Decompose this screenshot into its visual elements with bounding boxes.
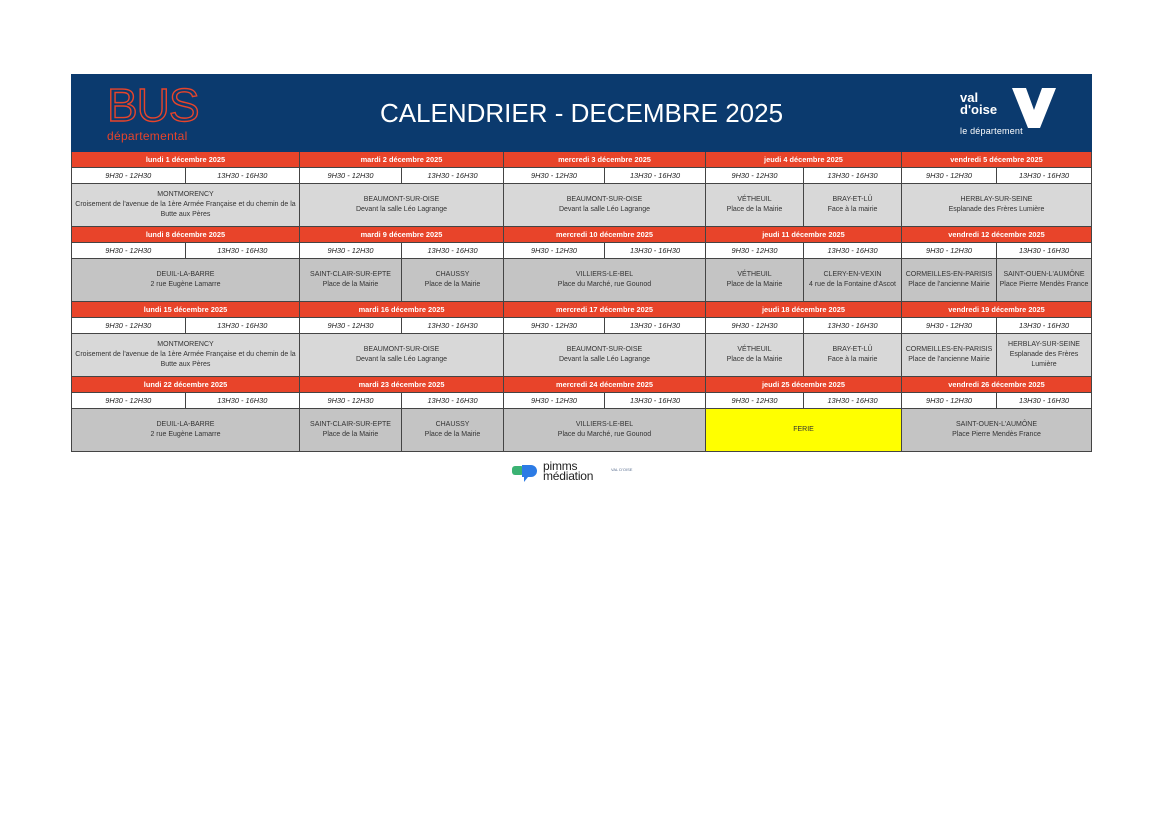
location-address: Place de la Mairie	[424, 431, 481, 438]
location-address: Place de la Mairie	[726, 356, 783, 363]
location-address: 2 rue Eugène Lamarre	[150, 281, 221, 288]
day-header-row	[71, 302, 1092, 318]
time-slot: 9H30 - 12H30	[902, 318, 997, 334]
location-address: 2 rue Eugène Lamarre	[150, 431, 221, 438]
location-cell	[504, 184, 706, 227]
time-slot: 9H30 - 12H30	[300, 168, 402, 184]
location-cell	[804, 184, 902, 227]
location-address: Face à la mairie	[827, 356, 878, 363]
day-header-row	[71, 227, 1092, 243]
location-address: Devant la salle Léo Lagrange	[558, 356, 651, 363]
location-address: Croisement de l'avenue de la 1ère Armée Française et du chemin de la Butte aux Pères	[75, 201, 296, 218]
location-cell	[706, 259, 804, 302]
location-name: BEAUMONT-SUR-OISE	[566, 346, 643, 354]
week-2	[71, 227, 1092, 302]
time-slot: 9H30 - 12H30	[706, 393, 804, 409]
time-slot: 13H30 - 16H30	[605, 318, 706, 334]
time-slot: 13H30 - 16H30	[997, 243, 1092, 259]
day-header: lundi 8 décembre 2025	[71, 227, 300, 243]
time-slot: 13H30 - 16H30	[186, 243, 301, 259]
time-slot-row	[71, 393, 1092, 409]
time-slot: 9H30 - 12H30	[300, 243, 402, 259]
val-doise-logo-subtitle: le département	[960, 126, 1023, 136]
location-cell	[902, 409, 1092, 452]
location-name: VÉTHEUIL	[737, 346, 772, 354]
day-header: mardi 16 décembre 2025	[300, 302, 504, 318]
location-name: CHAUSSY	[435, 271, 470, 279]
val-doise-v-icon	[1012, 88, 1056, 128]
location-cell	[706, 334, 804, 377]
location-name: SAINT-CLAIR-SUR-EPTE	[310, 421, 391, 429]
location-cell	[300, 184, 504, 227]
location-cell	[71, 259, 300, 302]
day-header: lundi 22 décembre 2025	[71, 377, 300, 393]
location-name: CORMEILLES-EN-PARISIS	[905, 346, 993, 354]
location-name: CHAUSSY	[435, 421, 470, 429]
day-header-row	[71, 152, 1092, 168]
location-address: Place de la Mairie	[424, 281, 481, 288]
location-address: 4 rue de la Fontaine d'Ascot	[809, 281, 896, 288]
day-header: mercredi 17 décembre 2025	[504, 302, 706, 318]
day-header: jeudi 4 décembre 2025	[706, 152, 902, 168]
location-name: BEAUMONT-SUR-OISE	[363, 346, 440, 354]
location-name: VÉTHEUIL	[737, 271, 772, 279]
time-slot: 13H30 - 16H30	[186, 168, 301, 184]
day-header: vendredi 19 décembre 2025	[902, 302, 1092, 318]
location-name: BRAY-ET-LÛ	[832, 346, 873, 354]
day-header: lundi 1 décembre 2025	[71, 152, 300, 168]
pimms-logo-small-text: VAL D'OISE	[611, 467, 633, 472]
location-address: Esplanade des Frères Lumière	[948, 206, 1045, 213]
location-cell	[902, 259, 997, 302]
location-name: DEUIL-LA-BARRE	[156, 271, 215, 279]
location-address: Place de la Mairie	[726, 206, 783, 213]
location-name: BRAY-ET-LÛ	[832, 196, 873, 204]
location-address: Place de la Mairie	[322, 431, 379, 438]
pimms-speech-bubble-icon	[512, 464, 538, 484]
time-slot: 9H30 - 12H30	[902, 393, 997, 409]
time-slot: 13H30 - 16H30	[186, 393, 301, 409]
time-slot: 13H30 - 16H30	[804, 168, 902, 184]
location-address: Place Pierre Mendès France	[999, 281, 1089, 288]
location-name: SAINT-OUEN-L'AUMÔNE	[955, 421, 1038, 429]
location-cell	[504, 409, 706, 452]
location-cell	[300, 334, 504, 377]
calendar-sheet	[71, 74, 1092, 452]
location-name: VILLIERS-LE-BEL	[575, 271, 634, 279]
ferie-cell	[706, 409, 902, 452]
time-slot: 13H30 - 16H30	[605, 393, 706, 409]
location-name: VÉTHEUIL	[737, 196, 772, 204]
location-name: SAINT-CLAIR-SUR-EPTE	[310, 271, 391, 279]
day-header: mardi 2 décembre 2025	[300, 152, 504, 168]
time-slot: 13H30 - 16H30	[605, 243, 706, 259]
location-cell	[997, 334, 1092, 377]
day-header: mercredi 3 décembre 2025	[504, 152, 706, 168]
time-slot-row	[71, 318, 1092, 334]
time-slot: 9H30 - 12H30	[504, 393, 605, 409]
time-slot: 9H30 - 12H30	[71, 243, 186, 259]
day-header: mercredi 10 décembre 2025	[504, 227, 706, 243]
location-name: DEUIL-LA-BARRE	[156, 421, 215, 429]
header-banner	[71, 74, 1092, 152]
time-slot: 13H30 - 16H30	[997, 393, 1092, 409]
day-header: mardi 9 décembre 2025	[300, 227, 504, 243]
location-cell	[804, 334, 902, 377]
time-slot: 9H30 - 12H30	[300, 393, 402, 409]
val-doise-logo-text: val d'oise	[960, 90, 998, 117]
location-address: Place de la Mairie	[322, 281, 379, 288]
location-cell	[706, 184, 804, 227]
time-slot: 13H30 - 16H30	[605, 168, 706, 184]
location-cell	[504, 259, 706, 302]
location-name: CORMEILLES-EN-PARISIS	[905, 271, 993, 279]
location-row	[71, 259, 1092, 302]
time-slot: 9H30 - 12H30	[902, 168, 997, 184]
location-name: MONTMORENCY	[157, 341, 214, 349]
week-1	[71, 152, 1092, 227]
location-cell	[71, 334, 300, 377]
location-address: Place de l'ancienne Mairie	[908, 281, 990, 288]
pimms-mediation-logo	[510, 461, 640, 485]
pimms-logo-text: pimms médiation	[543, 459, 594, 483]
location-name: CLERY-EN-VEXIN	[823, 271, 882, 279]
time-slot: 9H30 - 12H30	[706, 243, 804, 259]
location-address: Devant la salle Léo Lagrange	[355, 356, 448, 363]
location-address: Esplanade des Frères Lumière	[1009, 351, 1079, 368]
day-header: jeudi 11 décembre 2025	[706, 227, 902, 243]
day-header: mardi 23 décembre 2025	[300, 377, 504, 393]
location-address: Place de la Mairie	[726, 281, 783, 288]
time-slot: 13H30 - 16H30	[804, 318, 902, 334]
location-address: Devant la salle Léo Lagrange	[558, 206, 651, 213]
location-cell	[300, 409, 402, 452]
week-3	[71, 302, 1092, 377]
location-name: MONTMORENCY	[157, 191, 214, 199]
location-address: Place Pierre Mendès France	[952, 431, 1041, 438]
day-header: vendredi 12 décembre 2025	[902, 227, 1092, 243]
location-name: HERBLAY-SUR-SEINE	[960, 196, 1033, 204]
bus-logo-subtitle: départemental	[107, 129, 188, 143]
time-slot: 13H30 - 16H30	[402, 243, 504, 259]
time-slot: 9H30 - 12H30	[706, 318, 804, 334]
time-slot: 13H30 - 16H30	[804, 393, 902, 409]
location-row	[71, 184, 1092, 227]
time-slot: 9H30 - 12H30	[706, 168, 804, 184]
val-doise-logo	[958, 88, 1056, 140]
location-cell	[402, 259, 504, 302]
location-address: Place du Marché, rue Gounod	[557, 431, 652, 438]
location-cell	[804, 259, 902, 302]
ferie-label: FERIE	[793, 426, 814, 434]
time-slot: 9H30 - 12H30	[71, 318, 186, 334]
location-cell	[902, 334, 997, 377]
day-header: vendredi 26 décembre 2025	[902, 377, 1092, 393]
location-cell	[504, 334, 706, 377]
time-slot: 13H30 - 16H30	[402, 318, 504, 334]
time-slot: 13H30 - 16H30	[186, 318, 301, 334]
time-slot: 9H30 - 12H30	[504, 318, 605, 334]
location-cell	[902, 184, 1092, 227]
location-name: BEAUMONT-SUR-OISE	[363, 196, 440, 204]
day-header: lundi 15 décembre 2025	[71, 302, 300, 318]
time-slot-row	[71, 168, 1092, 184]
location-address: Croisement de l'avenue de la 1ère Armée Française et du chemin de la Butte aux Pères	[75, 351, 296, 368]
day-header: jeudi 25 décembre 2025	[706, 377, 902, 393]
time-slot: 13H30 - 16H30	[804, 243, 902, 259]
location-cell	[997, 259, 1092, 302]
day-header-row	[71, 377, 1092, 393]
time-slot: 9H30 - 12H30	[504, 168, 605, 184]
location-address: Place du Marché, rue Gounod	[557, 281, 652, 288]
week-4	[71, 377, 1092, 452]
page-title: CALENDRIER - DECEMBRE 2025	[379, 98, 784, 128]
time-slot: 9H30 - 12H30	[71, 393, 186, 409]
time-slot: 13H30 - 16H30	[402, 393, 504, 409]
time-slot: 9H30 - 12H30	[504, 243, 605, 259]
time-slot: 13H30 - 16H30	[402, 168, 504, 184]
location-address: Face à la mairie	[827, 206, 878, 213]
location-name: HERBLAY-SUR-SEINE	[1008, 341, 1080, 349]
bus-logo-word: BUS	[107, 79, 199, 131]
location-cell	[300, 259, 402, 302]
time-slot: 9H30 - 12H30	[71, 168, 186, 184]
location-name: SAINT-OUEN-L'AUMÔNE	[1003, 271, 1085, 279]
day-header: jeudi 18 décembre 2025	[706, 302, 902, 318]
time-slot: 9H30 - 12H30	[300, 318, 402, 334]
day-header: mercredi 24 décembre 2025	[504, 377, 706, 393]
day-header: vendredi 5 décembre 2025	[902, 152, 1092, 168]
location-name: VILLIERS-LE-BEL	[575, 421, 634, 429]
location-row	[71, 409, 1092, 452]
location-address: Devant la salle Léo Lagrange	[355, 206, 448, 213]
location-name: BEAUMONT-SUR-OISE	[566, 196, 643, 204]
location-cell	[71, 409, 300, 452]
time-slot: 9H30 - 12H30	[902, 243, 997, 259]
location-address: Place de l'ancienne Mairie	[908, 356, 990, 363]
location-cell	[402, 409, 504, 452]
time-slot: 13H30 - 16H30	[997, 318, 1092, 334]
location-cell	[71, 184, 300, 227]
location-row	[71, 334, 1092, 377]
time-slot-row	[71, 243, 1092, 259]
time-slot: 13H30 - 16H30	[997, 168, 1092, 184]
